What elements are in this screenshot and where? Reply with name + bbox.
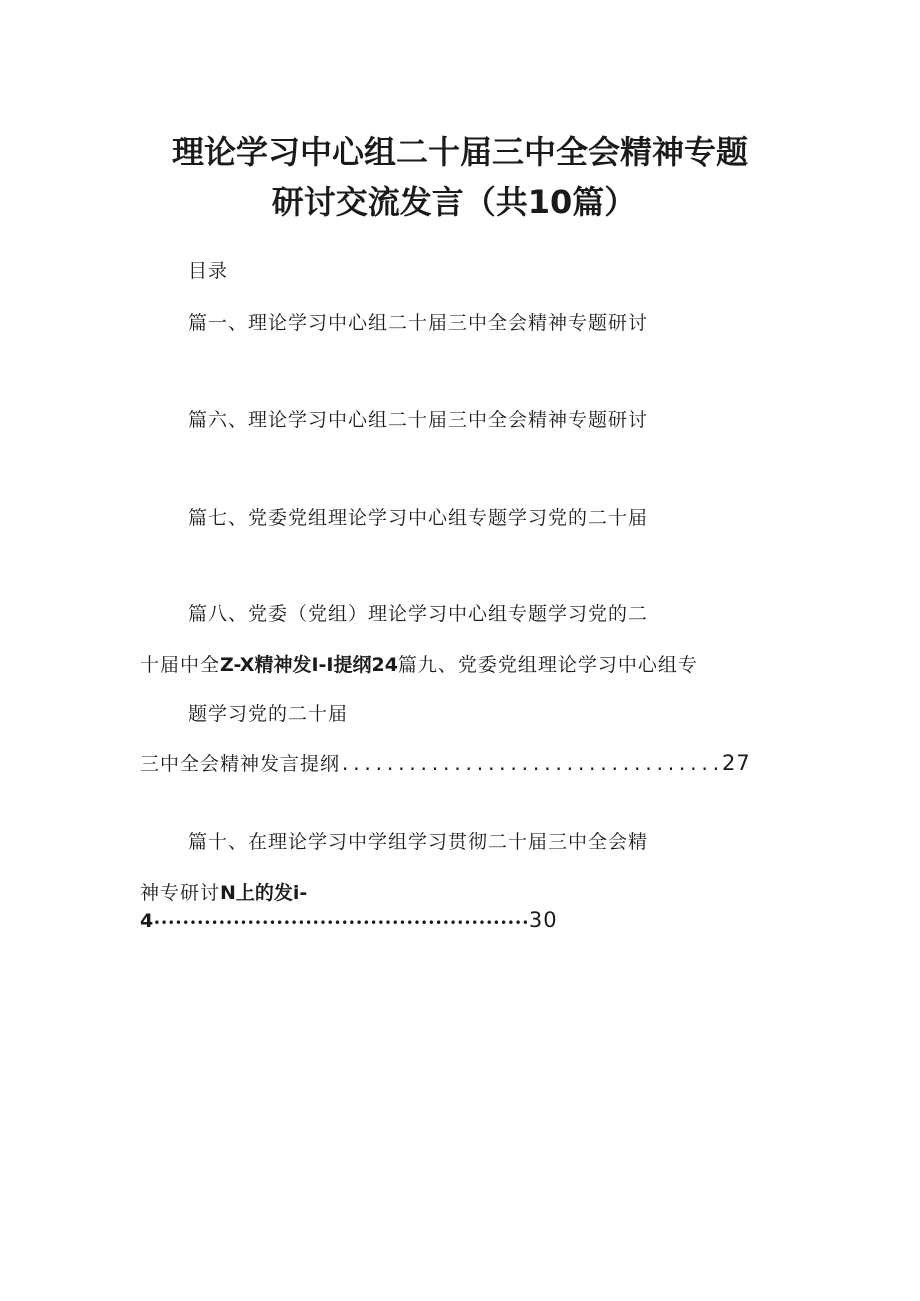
toc-item-9-line-2: 题学习党的二十届: [188, 703, 349, 725]
toc-item-8-line-2: [140, 652, 698, 678]
toc-item-10-leader-dots: ••••••••••••••••••••••••••••••••••••••••••••••••••••: [153, 916, 529, 930]
toc-item-10-line-3: [140, 907, 558, 936]
document-title-line-1: 理论学习中心组二十届三中全会精神专题: [171, 133, 748, 171]
toc-item-7: 篇七、党委党组理论学习中心组专题学习党的二十届: [188, 507, 649, 529]
toc-heading: 目录: [188, 260, 229, 282]
toc-item-9-leader-dots: ..................................: [340, 755, 723, 775]
toc-item-10-line-3-prefix: 4: [140, 910, 154, 932]
toc-item-9-line-3: [140, 750, 751, 778]
toc-item-10-page-number: 30: [528, 908, 558, 932]
toc-item-9-page-number: 27: [722, 751, 751, 775]
document-title-line-2: 研讨交流发言（共10篇）: [271, 183, 637, 221]
toc-item-8-line-2-mixed: Z-X精神发I-I提纲24: [220, 654, 398, 676]
toc-item-10-line-1: 篇十、在理论学习中学组学习贯彻二十届三中全会精: [188, 831, 649, 853]
toc-item-9-line-3-text: 三中全会精神发言提纲: [140, 753, 341, 775]
toc-item-8-line-1: 篇八、党委（党组）理论学习中心组专题学习党的二: [188, 603, 649, 625]
toc-item-10-line-2: [140, 880, 307, 906]
toc-item-10-line-2-text: 神专研讨: [140, 882, 221, 904]
toc-item-10-line-2-mixed: N上的发i-: [220, 882, 308, 904]
toc-item-9-start: 篇九、党委党组理论学习中心组专: [397, 654, 698, 676]
toc-item-1: 篇一、理论学习中心组二十届三中全会精神专题研讨: [188, 312, 649, 334]
toc-item-6: 篇六、理论学习中心组二十届三中全会精神专题研讨: [188, 409, 649, 431]
toc-item-8-line-2-start: 十届中全: [140, 654, 221, 676]
